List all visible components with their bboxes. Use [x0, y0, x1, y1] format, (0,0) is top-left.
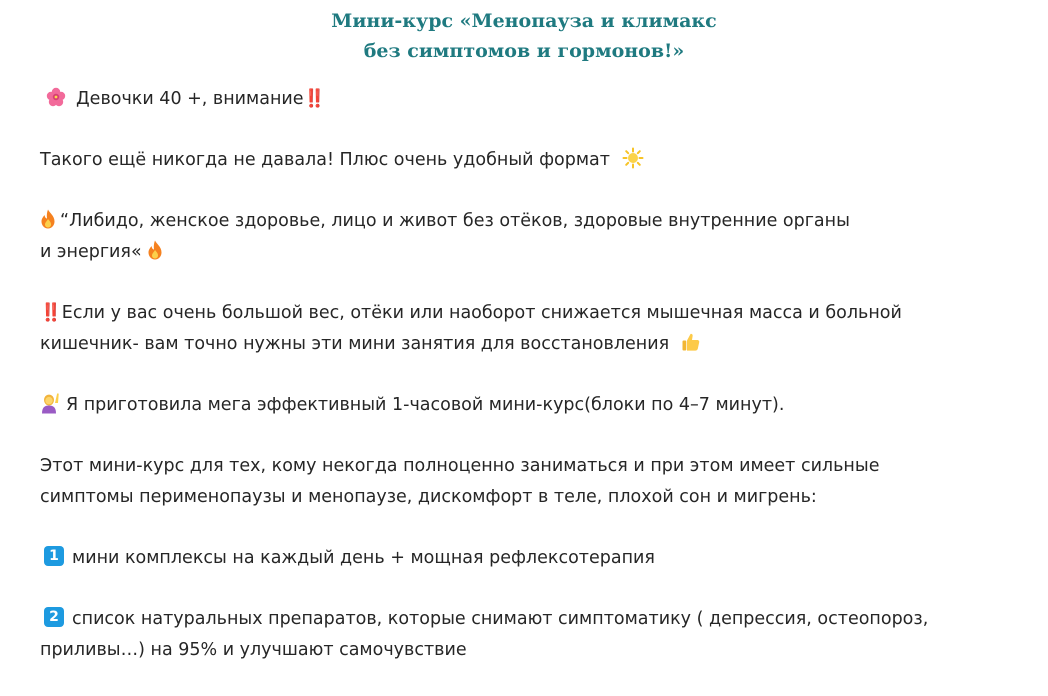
- woman-raising-hand-icon: [40, 392, 62, 414]
- page-title: [0, 6, 1048, 66]
- keycap-two-icon: 2: [44, 607, 64, 627]
- fire-icon: [147, 240, 163, 260]
- paragraph-course: [40, 390, 1040, 421]
- keycap-one-icon: 1: [44, 546, 64, 566]
- title-line-2: без симптомов и гормонов!»: [363, 40, 685, 62]
- hibiscus-icon: [46, 87, 66, 107]
- title-line-1: Мини-курс «Менопауза и климакс: [331, 10, 717, 32]
- list-item: [40, 604, 1040, 666]
- format-text: Такого ещё никогда не давала! Плюс очень удобный формат: [40, 150, 610, 170]
- libido-text-line-1: “Либидо, женское здоровье, лицо и живот без отёков, здоровые внутренние органы: [60, 211, 850, 231]
- paragraph-greeting: [40, 84, 1040, 115]
- paragraph-weight: [40, 298, 1040, 360]
- weight-text-line-2: кишечник- вам точно нужны эти мини занятия для восстановления: [40, 334, 670, 354]
- thumbs-up-icon: [681, 332, 701, 352]
- sun-icon: [622, 147, 644, 169]
- paragraph-format: [40, 145, 1040, 176]
- audience-text-line-2: симптомы перименопаузы и менопаузе, дискомфорт в теле, плохой сон и мигрень:: [40, 487, 817, 507]
- item1-text: мини комплексы на каждый день + мощная рефлексотерапия: [72, 548, 655, 568]
- audience-text-line-1: Этот мини-курс для тех, кому некогда полноценно заниматься и при этом имеет сильные: [40, 456, 880, 476]
- weight-text-line-1: ‼️Если у вас очень большой вес, отёки или наоборот снижается мышечная масса и больной: [40, 303, 902, 323]
- item2-text-line-1: список натуральных препаратов, которые снимают симптоматику ( депрессия, остеопороз,: [72, 609, 929, 629]
- item2-text-line-2: приливы…) на 95% и улучшают самочувствие: [40, 640, 467, 660]
- course-text: Я приготовила мега эффективный 1-часовой мини-курс(блоки по 4–7 минут).: [66, 395, 785, 415]
- post-body: [40, 84, 1040, 696]
- fire-icon: [40, 209, 56, 229]
- libido-text-line-2: и энергия«: [40, 242, 142, 262]
- paragraph-audience: [40, 451, 1040, 513]
- list-item: [40, 543, 1040, 574]
- paragraph-libido: [40, 206, 1040, 268]
- greeting-text: Девочки 40 +, внимание‼️: [76, 89, 326, 109]
